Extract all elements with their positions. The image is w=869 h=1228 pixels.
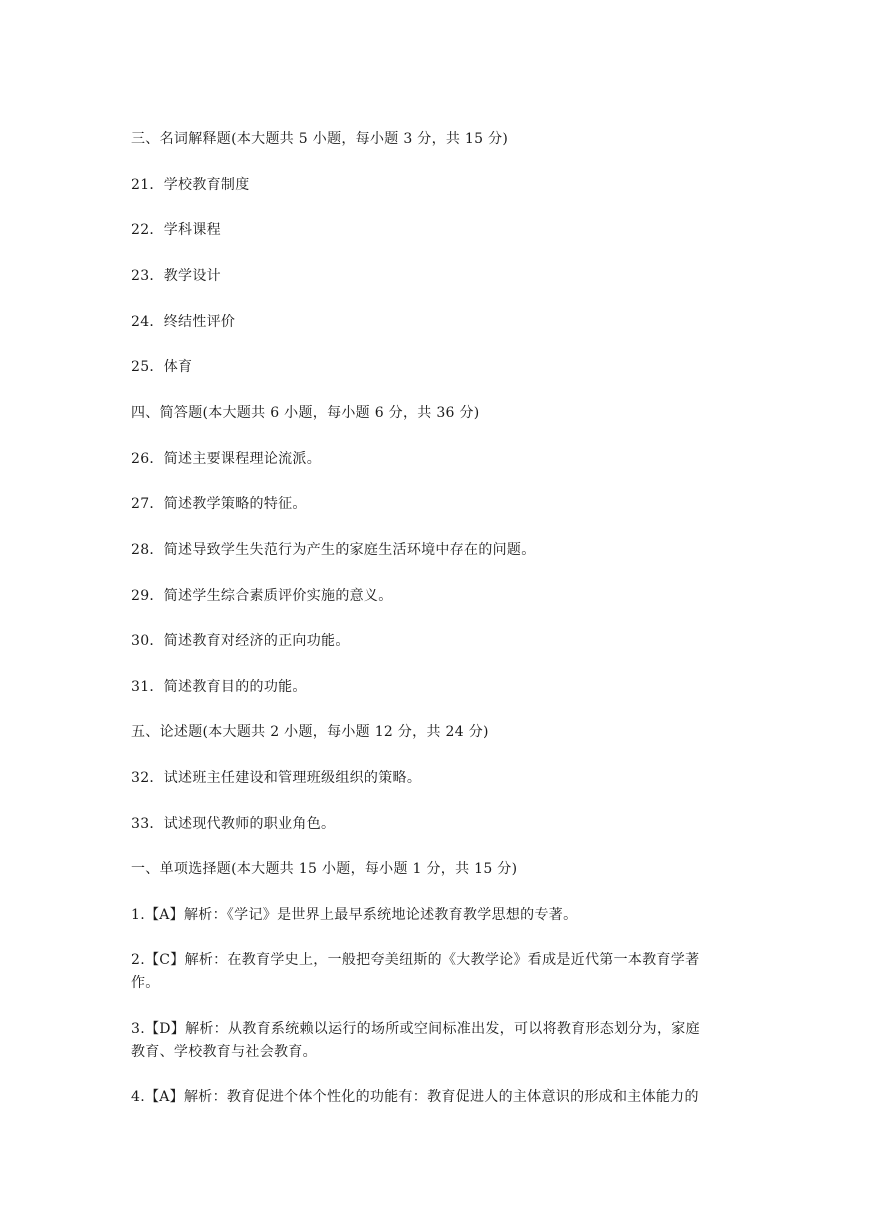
question-28: 28．简述导致学生失范行为产生的家庭生活环境中存在的问题。 (131, 542, 536, 558)
question-25: 25．体育 (131, 359, 193, 375)
question-23: 23．教学设计 (131, 268, 221, 284)
section-heading-short-answer: 四、简答题(本大题共 6 小题，每小题 6 分，共 36 分) (131, 405, 480, 421)
question-21: 21．学校教育制度 (131, 177, 250, 193)
section-heading-terms: 三、名词解释题(本大题共 5 小题，每小题 3 分，共 15 分) (131, 131, 509, 147)
question-32: 32．试述班主任建设和管理班级组织的策略。 (131, 770, 422, 786)
question-31: 31．简述教育目的的功能。 (131, 679, 307, 695)
answer-3-line-1: 3.【D】解析：从教育系统赖以运行的场所或空间标准出发，可以将教育形态划分为，家庭 (131, 1021, 700, 1037)
answer-3-line-2: 教育、学校教育与社会教育。 (131, 1044, 317, 1060)
question-24: 24．终结性评价 (131, 314, 236, 330)
section-heading-answers: 一、单项选择题(本大题共 15 小题，每小题 1 分，共 15 分) (131, 861, 518, 877)
section-heading-essay: 五、论述题(本大题共 2 小题，每小题 12 分，共 24 分) (131, 724, 489, 740)
question-27: 27．简述教学策略的特征。 (131, 496, 307, 512)
question-30: 30．简述教育对经济的正向功能。 (131, 633, 350, 649)
question-26: 26．简述主要课程理论流派。 (131, 451, 322, 467)
question-33: 33．试述现代教师的职业角色。 (131, 816, 336, 832)
question-22: 22．学科课程 (131, 222, 221, 238)
answer-1: 1.【A】解析：《学记》是世界上最早系统地论述教育教学思想的专著。 (131, 907, 578, 923)
answer-2-line-2: 作。 (131, 975, 160, 991)
answer-2-line-1: 2.【C】解析：在教育学史上，一般把夸美纽斯的《大教学论》看成是近代第一本教育学著 (131, 952, 700, 968)
answer-4-line-1: 4.【A】解析：教育促进个体个性化的功能有：教育促进人的主体意识的形成和主体能力的 (131, 1089, 699, 1105)
question-29: 29．简述学生综合素质评价实施的意义。 (131, 588, 393, 604)
